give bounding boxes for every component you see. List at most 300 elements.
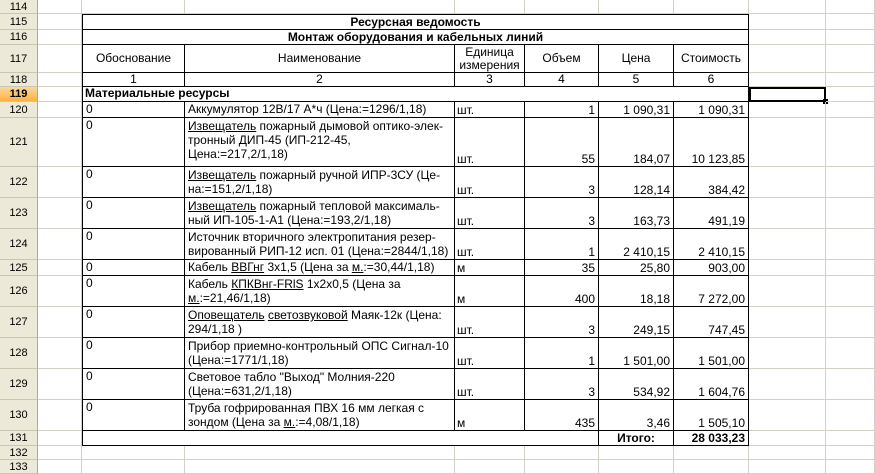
cell[interactable] xyxy=(599,369,674,400)
row-header[interactable]: 128 xyxy=(0,338,38,369)
cell[interactable] xyxy=(674,276,749,307)
sheet-row xyxy=(0,338,875,369)
row-header[interactable]: 115 xyxy=(0,14,38,30)
cell[interactable] xyxy=(525,276,599,307)
unit-cell: шт. xyxy=(457,354,475,368)
cell[interactable] xyxy=(826,260,875,276)
cell[interactable] xyxy=(455,229,525,260)
price-cell: 1 501,00 xyxy=(623,354,670,368)
cell[interactable] xyxy=(525,102,599,118)
basis-cell: 0 xyxy=(86,338,93,352)
price-cell: 2 410,15 xyxy=(623,245,670,259)
cell[interactable] xyxy=(455,0,525,14)
cell[interactable] xyxy=(674,338,749,369)
row-header[interactable]: 117 xyxy=(0,45,38,73)
cell[interactable] xyxy=(525,45,599,73)
qty-cell: 3 xyxy=(588,323,595,337)
cell[interactable] xyxy=(525,260,599,276)
cell[interactable] xyxy=(826,45,875,73)
unit-cell: шт. xyxy=(457,245,475,259)
column-header: Цена xyxy=(621,51,651,65)
cell[interactable] xyxy=(826,431,875,446)
cell[interactable] xyxy=(674,446,749,460)
name-text: 3х1,5 (Цена за xyxy=(264,260,352,274)
cell[interactable] xyxy=(826,369,875,400)
cell[interactable] xyxy=(826,338,875,369)
row-header[interactable]: 125 xyxy=(0,260,38,276)
row-header[interactable]: 120 xyxy=(0,102,38,118)
column-number: 1 xyxy=(130,73,137,86)
cell[interactable] xyxy=(185,73,455,87)
name-text: Кабель xyxy=(188,277,232,291)
unit-cell: шт. xyxy=(457,214,475,228)
cell[interactable] xyxy=(38,431,82,446)
cell[interactable] xyxy=(455,338,525,369)
name-text: пожарный дымовой оптико-элек-тронный ДИП-45 (ИП-212-45, Цена:=217,2/1,18) xyxy=(188,119,443,161)
name-text: :=4,08/1,18) xyxy=(295,415,360,429)
cell[interactable] xyxy=(82,102,185,118)
cell[interactable] xyxy=(525,460,599,474)
unit-cell: шт. xyxy=(457,323,475,337)
cell[interactable] xyxy=(455,73,525,87)
cell[interactable] xyxy=(82,460,185,474)
cell[interactable] xyxy=(749,229,826,260)
active-cell[interactable] xyxy=(749,87,826,102)
sheet-row xyxy=(0,14,875,30)
column-number: 5 xyxy=(632,73,640,86)
cell[interactable] xyxy=(826,229,875,260)
cell[interactable] xyxy=(455,198,525,229)
basis-cell: 0 xyxy=(86,229,93,243)
cell[interactable] xyxy=(38,30,82,45)
name-text: Труба гофрированная ПВХ 16 мм легкая с зондом (Цена за xyxy=(188,401,425,429)
sheet-row xyxy=(0,167,875,198)
cell[interactable] xyxy=(599,338,674,369)
unit-cell: м xyxy=(457,416,466,430)
cell[interactable] xyxy=(599,260,674,276)
row-header[interactable]: 131 xyxy=(0,431,38,446)
cell[interactable] xyxy=(185,0,455,14)
name-text: Аккумулятор 12В/17 А*ч (Цена:=1296/1,18) xyxy=(188,102,427,116)
name-text: Кабель xyxy=(188,260,232,274)
row-header[interactable]: 127 xyxy=(0,307,38,338)
row-header[interactable]: 126 xyxy=(0,276,38,307)
cell[interactable] xyxy=(185,45,455,73)
cost-cell: 1 604,76 xyxy=(698,385,745,399)
cell[interactable] xyxy=(38,369,82,400)
row-header[interactable]: 133 xyxy=(0,460,38,474)
name-text: Извещатель xyxy=(188,119,257,133)
name-cell[interactable] xyxy=(185,229,455,260)
basis-cell: 0 xyxy=(86,307,93,321)
cell[interactable] xyxy=(525,0,599,14)
cell[interactable] xyxy=(525,369,599,400)
cell[interactable] xyxy=(826,102,875,118)
sheet-row xyxy=(0,369,875,400)
total-label: Итого: xyxy=(617,431,655,445)
cell[interactable] xyxy=(749,167,826,198)
column-number: 4 xyxy=(558,73,565,86)
sheet-row xyxy=(0,198,875,229)
cell[interactable] xyxy=(749,307,826,338)
name-text: м. xyxy=(283,415,296,429)
cell[interactable] xyxy=(599,167,674,198)
cell[interactable] xyxy=(82,30,749,45)
basis-cell: 0 xyxy=(86,118,93,132)
cell[interactable] xyxy=(38,167,82,198)
qty-cell: 3 xyxy=(588,214,595,228)
cell[interactable] xyxy=(749,198,826,229)
name-text: Световое табло "Выход" Молния-220 (Цена:=631,2/1,18) xyxy=(188,370,395,398)
total-value: 28 033,23 xyxy=(691,431,745,445)
row-header[interactable]: 114 xyxy=(0,0,38,14)
column-header: Единица xyxy=(465,45,514,59)
sheet-row xyxy=(0,446,875,460)
cell[interactable] xyxy=(82,446,185,460)
name-text: Извещатель xyxy=(188,199,257,213)
price-cell: 25,80 xyxy=(639,261,670,275)
cell[interactable] xyxy=(455,369,525,400)
cell[interactable] xyxy=(82,276,185,307)
cell[interactable] xyxy=(38,14,82,30)
basis-cell: 0 xyxy=(86,260,93,274)
cell[interactable] xyxy=(82,400,185,431)
cell[interactable] xyxy=(599,73,674,87)
basis-cell: 0 xyxy=(86,167,93,181)
cell[interactable] xyxy=(82,0,185,14)
cell[interactable] xyxy=(455,276,525,307)
cell[interactable] xyxy=(749,45,826,73)
row-header[interactable]: 123 xyxy=(0,198,38,229)
cell[interactable] xyxy=(599,0,674,14)
cell[interactable] xyxy=(674,198,749,229)
cell[interactable] xyxy=(599,229,674,260)
cell[interactable] xyxy=(826,460,875,474)
cell[interactable] xyxy=(38,460,82,474)
cell[interactable] xyxy=(599,45,674,73)
cell[interactable] xyxy=(674,369,749,400)
price-cell: 1 090,31 xyxy=(623,103,670,117)
unit-cell: м xyxy=(457,261,466,275)
cell[interactable] xyxy=(749,369,826,400)
row-header[interactable]: 121 xyxy=(0,118,38,167)
cell[interactable] xyxy=(455,102,525,118)
cell[interactable] xyxy=(455,260,525,276)
name-cell[interactable] xyxy=(185,167,455,198)
cell[interactable] xyxy=(38,446,82,460)
name-text: Источник вторичного электропитания резер-вированный РИП-12 исп. 01 (Цена:=2844/1,18) xyxy=(188,230,449,258)
name-text: 1х2х0,5 (Цена за xyxy=(303,277,401,291)
cell[interactable] xyxy=(749,73,826,87)
unit-cell: шт. xyxy=(457,183,475,197)
cell[interactable] xyxy=(749,338,826,369)
row-header[interactable]: 129 xyxy=(0,369,38,400)
cell[interactable] xyxy=(38,229,82,260)
cell[interactable] xyxy=(749,446,826,460)
cell[interactable] xyxy=(455,45,525,73)
cell[interactable] xyxy=(674,229,749,260)
cell[interactable] xyxy=(674,167,749,198)
row-header[interactable]: 130 xyxy=(0,400,38,431)
cost-cell: 491,19 xyxy=(708,214,745,228)
name-cell[interactable] xyxy=(185,102,455,118)
column-header: Стоимость xyxy=(680,51,742,65)
cell[interactable] xyxy=(826,14,875,30)
cell[interactable] xyxy=(38,118,82,167)
cell[interactable] xyxy=(82,229,185,260)
column-header: измерения xyxy=(459,57,520,72)
cell[interactable] xyxy=(749,400,826,431)
name-text: ВВГнг xyxy=(231,260,265,274)
cost-cell: 2 410,15 xyxy=(698,245,745,259)
cell[interactable] xyxy=(826,87,875,102)
cell[interactable] xyxy=(674,460,749,474)
unit-cell: м xyxy=(457,292,466,306)
sheet-row xyxy=(0,73,875,87)
name-text: светозвуковой xyxy=(267,308,348,322)
name-text: :=21,46/1,18) xyxy=(199,291,271,305)
cell[interactable] xyxy=(525,229,599,260)
cell[interactable] xyxy=(38,400,82,431)
cost-cell: 747,45 xyxy=(708,323,745,337)
cell[interactable] xyxy=(826,307,875,338)
cell[interactable] xyxy=(38,260,82,276)
row-header[interactable]: 124 xyxy=(0,229,38,260)
name-text: Маяк-12к (Цена: 294/1,18 ) xyxy=(188,308,442,336)
cost-cell: 1 505,10 xyxy=(698,416,745,430)
price-cell: 184,07 xyxy=(633,152,670,166)
cell[interactable] xyxy=(826,276,875,307)
name-text: КПКВнг-FRlS xyxy=(231,277,304,291)
cell[interactable] xyxy=(82,45,185,73)
cell[interactable] xyxy=(525,198,599,229)
cell[interactable] xyxy=(38,102,82,118)
price-cell: 249,15 xyxy=(633,323,670,337)
cost-cell: 903,00 xyxy=(708,261,745,275)
sheet-row xyxy=(0,0,875,14)
sheet-row xyxy=(0,307,875,338)
column-header: Наименование xyxy=(277,51,362,65)
cell[interactable] xyxy=(826,167,875,198)
cell[interactable] xyxy=(674,0,749,14)
cell[interactable] xyxy=(674,102,749,118)
cell[interactable] xyxy=(826,118,875,167)
cell[interactable] xyxy=(82,87,749,102)
cell[interactable] xyxy=(749,30,826,45)
name-cell[interactable] xyxy=(185,198,455,229)
row-header[interactable]: 132 xyxy=(0,446,38,460)
price-cell: 128,14 xyxy=(633,183,670,197)
cell[interactable] xyxy=(749,118,826,167)
row-header[interactable]: 118 xyxy=(0,73,38,87)
cell[interactable] xyxy=(826,30,875,45)
cell[interactable] xyxy=(749,14,826,30)
name-cell[interactable] xyxy=(185,276,455,307)
cell[interactable] xyxy=(599,431,674,446)
price-cell: 18,18 xyxy=(639,292,670,306)
name-text: м. xyxy=(351,260,364,274)
qty-cell: 400 xyxy=(574,292,595,306)
name-text: :=30,44/1,18) xyxy=(363,260,435,274)
cell[interactable] xyxy=(38,338,82,369)
name-cell[interactable] xyxy=(185,118,455,167)
cell[interactable] xyxy=(749,0,826,14)
name-text: Извещатель xyxy=(188,168,257,182)
cell[interactable] xyxy=(525,73,599,87)
qty-cell: 435 xyxy=(574,416,595,430)
cost-cell: 1 501,00 xyxy=(698,354,745,368)
name-cell[interactable] xyxy=(185,400,455,431)
cell[interactable] xyxy=(82,431,599,446)
sheet-row xyxy=(0,102,875,118)
cell[interactable] xyxy=(525,446,599,460)
sheet-row xyxy=(0,229,875,260)
unit-cell: шт. xyxy=(457,152,475,166)
cost-cell: 1 090,31 xyxy=(698,103,745,117)
qty-cell: 3 xyxy=(588,183,595,197)
cell[interactable] xyxy=(826,73,875,87)
sheet-row xyxy=(0,118,875,167)
cell[interactable] xyxy=(674,307,749,338)
cell[interactable] xyxy=(599,307,674,338)
cell[interactable] xyxy=(749,260,826,276)
qty-cell: 3 xyxy=(588,385,595,399)
section-label: Материальные ресурсы xyxy=(85,87,230,100)
name-text: пожарный ручной ИПР-3СУ (Це-на:=151,2/1,18) xyxy=(188,168,441,196)
column-header: Объем xyxy=(542,51,581,65)
cell[interactable] xyxy=(82,338,185,369)
sheet-row xyxy=(0,30,875,45)
name-cell[interactable] xyxy=(185,369,455,400)
cell[interactable] xyxy=(38,198,82,229)
cell[interactable] xyxy=(525,118,599,167)
cell[interactable] xyxy=(455,460,525,474)
column-number: 6 xyxy=(707,73,715,86)
basis-cell: 0 xyxy=(86,369,93,383)
column-header: Обоснование xyxy=(95,51,172,65)
price-cell: 163,73 xyxy=(633,214,670,228)
cell[interactable] xyxy=(525,338,599,369)
cell[interactable] xyxy=(826,446,875,460)
basis-cell: 0 xyxy=(86,400,93,414)
cell[interactable] xyxy=(82,369,185,400)
cell[interactable] xyxy=(749,460,826,474)
cell[interactable] xyxy=(525,167,599,198)
cell[interactable] xyxy=(455,307,525,338)
cell[interactable] xyxy=(599,400,674,431)
name-cell[interactable] xyxy=(185,307,455,338)
name-cell[interactable] xyxy=(185,338,455,369)
row-header[interactable]: 119 xyxy=(0,87,38,102)
cell[interactable] xyxy=(82,73,185,87)
unit-cell: шт. xyxy=(457,103,475,117)
name-text: Прибор приемно-контрольный ОПС Сигнал-10 (Цена:=1771/1,18) xyxy=(188,339,449,367)
cell[interactable] xyxy=(674,260,749,276)
cell[interactable] xyxy=(82,167,185,198)
cell[interactable] xyxy=(749,276,826,307)
cell[interactable] xyxy=(38,73,82,87)
cell[interactable] xyxy=(38,45,82,73)
cell[interactable] xyxy=(455,118,525,167)
sheet-row xyxy=(0,431,875,446)
column-number: 3 xyxy=(486,73,493,86)
name-text: м. xyxy=(188,291,200,305)
basis-cell: 0 xyxy=(86,102,93,116)
cell[interactable] xyxy=(525,400,599,431)
name-text: Оповещатель xyxy=(188,308,265,322)
cell[interactable] xyxy=(455,400,525,431)
basis-cell: 0 xyxy=(86,276,93,290)
cost-cell: 384,42 xyxy=(708,183,745,197)
cell[interactable] xyxy=(599,118,674,167)
sheet-row xyxy=(0,460,875,474)
cell[interactable] xyxy=(826,0,875,14)
sheet-row xyxy=(0,400,875,431)
row-header[interactable]: 116 xyxy=(0,30,38,45)
cell[interactable] xyxy=(674,45,749,73)
cell[interactable] xyxy=(599,102,674,118)
cell[interactable] xyxy=(82,118,185,167)
cell[interactable] xyxy=(674,73,749,87)
cell[interactable] xyxy=(749,102,826,118)
cell[interactable] xyxy=(455,167,525,198)
qty-cell: 1 xyxy=(588,103,595,117)
cell[interactable] xyxy=(674,400,749,431)
cell[interactable] xyxy=(38,0,82,14)
cell[interactable] xyxy=(82,260,185,276)
cell[interactable] xyxy=(599,460,674,474)
cell[interactable] xyxy=(826,400,875,431)
column-number: 2 xyxy=(316,73,323,86)
price-cell: 534,92 xyxy=(633,385,670,399)
cell[interactable] xyxy=(82,307,185,338)
qty-cell: 35 xyxy=(581,261,595,275)
cell[interactable] xyxy=(826,198,875,229)
cost-cell: 7 272,00 xyxy=(698,292,745,306)
basis-cell: 0 xyxy=(86,198,93,212)
cell[interactable] xyxy=(674,118,749,167)
cell[interactable] xyxy=(82,198,185,229)
price-cell: 3,46 xyxy=(646,416,670,430)
cell[interactable] xyxy=(455,446,525,460)
cell[interactable] xyxy=(674,431,749,446)
cell[interactable] xyxy=(82,14,749,30)
sheet-subtitle: Монтаж оборудования и кабельных линий xyxy=(287,30,544,44)
cell[interactable] xyxy=(599,198,674,229)
row-header[interactable]: 122 xyxy=(0,167,38,198)
unit-cell: шт. xyxy=(457,385,475,399)
cost-cell: 10 123,85 xyxy=(691,152,745,166)
name-cell[interactable] xyxy=(185,260,455,276)
cell[interactable] xyxy=(599,276,674,307)
cell[interactable] xyxy=(599,446,674,460)
sheet-title: Ресурсная ведомость xyxy=(350,14,481,29)
cell[interactable] xyxy=(185,460,455,474)
cell[interactable] xyxy=(525,307,599,338)
cell[interactable] xyxy=(749,431,826,446)
sheet-row xyxy=(0,45,875,73)
sheet-row xyxy=(0,87,875,102)
cell[interactable] xyxy=(38,276,82,307)
sheet-row xyxy=(0,276,875,307)
cell[interactable] xyxy=(38,307,82,338)
cell[interactable] xyxy=(38,87,82,102)
qty-cell: 1 xyxy=(588,354,595,368)
qty-cell: 1 xyxy=(588,245,595,259)
sheet-row xyxy=(0,260,875,276)
cell[interactable] xyxy=(185,446,455,460)
name-text: пожарный тепловой максималь-ный ИП-105-1-А1 (Цена:=193,2/1,18) xyxy=(188,199,440,227)
